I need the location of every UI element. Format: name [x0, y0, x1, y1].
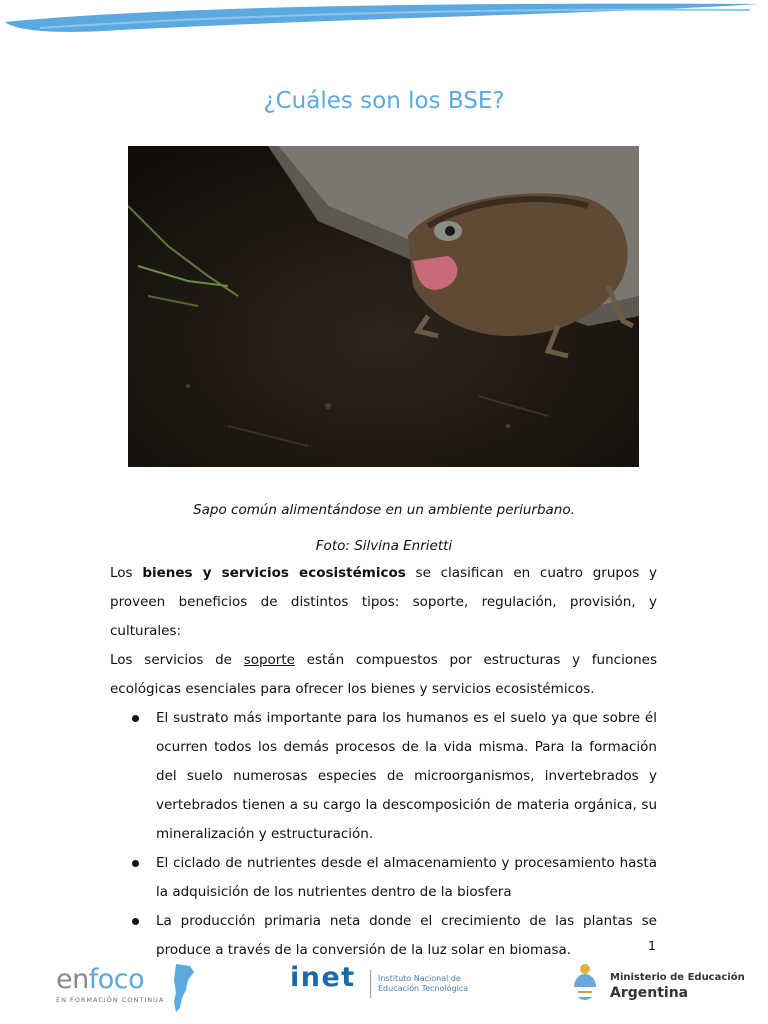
support-paragraph [110, 646, 657, 704]
bullet-icon [132, 860, 139, 867]
bullet-item [110, 704, 657, 849]
bullet-icon [132, 918, 139, 925]
inet-line-2: Educación Tecnológica [378, 984, 469, 993]
inet-line-1: Instituto Nacional de [378, 974, 461, 983]
inet-logo: inet [290, 962, 356, 993]
enfoco-en-text: en [56, 964, 89, 995]
photo-caption: Sapo común alimentándose en un ambiente periurbano. [193, 501, 575, 518]
inet-subtitle [378, 974, 468, 994]
bullet-item [110, 907, 657, 965]
intro-paragraph [110, 559, 657, 646]
intro-before: Los [110, 565, 143, 581]
inet-divider [370, 970, 371, 998]
toad-photo [128, 146, 639, 467]
argentina-text: Argentina [610, 985, 689, 1001]
support-underlined: soporte [243, 652, 295, 668]
support-before: Los servicios de [110, 652, 244, 668]
enfoco-foco-text: foco [88, 964, 145, 995]
bullet-icon [132, 715, 139, 722]
coat-of-arms-icon [570, 962, 600, 1002]
enfoco-logo [56, 964, 144, 995]
bullet-item [110, 849, 657, 907]
page-title: ¿Cuáles son los BSE? [263, 88, 505, 114]
decorative-brush-stroke [0, 0, 768, 40]
argentina-map-icon [168, 962, 198, 1014]
ministerio-text: Ministerio de Educación [610, 972, 745, 983]
page-number: 1 [648, 938, 656, 953]
bullet-text: El sustrato más importante para los humanos es el suelo ya que sobre él ocurren todos los demás procesos de la vida misma. Para la formación del suelo numerosas especies de microorganismos, invertebrados y vertebrados tienen a su cargo la descomposición de materia orgánica, su mineralización y estructuración. [156, 710, 657, 842]
bullet-text: La producción primaria neta donde el crecimiento de las plantas se produce a través de la conversión de la luz solar en biomasa. [156, 913, 657, 958]
enfoco-subtitle: EN FORMACIÓN CONTINUA [56, 996, 165, 1004]
body-text [110, 559, 657, 965]
intro-bold: bienes y servicios ecosistémicos [142, 565, 406, 581]
intro-after: se clasifican en cuatro grupos y proveen beneficios de distintos tipos: soporte, regulación, provisión, y culturales: [110, 565, 657, 639]
support-bullets [110, 704, 657, 965]
photo-credit: Foto: Silvina Enrietti [315, 537, 453, 554]
footer-logos [0, 958, 768, 1024]
support-after: están compuestos por estructuras y funciones ecológicas esenciales para ofrecer los bienes y servicios ecosistémicos. [110, 652, 657, 697]
bullet-text: El ciclado de nutrientes desde el almacenamiento y procesamiento hasta la adquisición de los nutrientes dentro de la biosfera [156, 855, 657, 900]
